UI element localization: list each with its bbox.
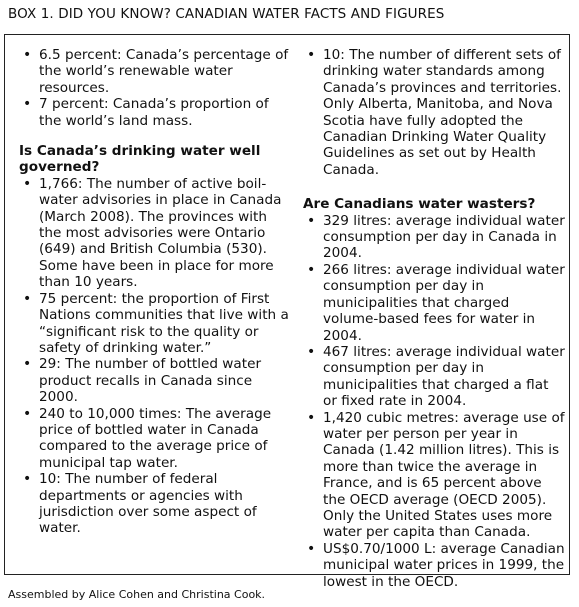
list-item: • 266 litres: average individual water consumption per day in municipalities that charged volume-based fees for water in 2004. xyxy=(303,262,565,344)
list-item: • 329 litres: average individual water consumption per day in Canada in 2004. xyxy=(303,213,565,262)
section-heading-governance: Is Canada’s drinking water well governed? xyxy=(19,143,261,176)
list-item: • 7 percent: Canada’s proportion of the world’s land mass. xyxy=(19,96,291,129)
section-heading-water-wasters: Are Canadians water wasters? xyxy=(303,196,536,213)
left-intro-list xyxy=(19,47,291,129)
box-title: BOX 1. DID YOU KNOW? CANADIAN WATER FACTS AND FIGURES xyxy=(8,6,445,22)
right-intro-list xyxy=(303,47,565,178)
facts-box xyxy=(4,34,570,590)
list-item: • 75 percent: the proportion of First Nations communities that live with a “significant risk to the quality or safety of drinking water.” xyxy=(19,291,291,357)
list-item: • 1,766: The number of active boil-water advisories in place in Canada (March 2008). The provinces with the most advisories were Ontario (649) and British Columbia (530). Some have been in place for more than 10 years. xyxy=(19,176,291,291)
left-column xyxy=(19,47,291,537)
right-column xyxy=(303,47,565,590)
list-item: • 29: The number of bottled water product recalls in Canada since 2000. xyxy=(19,356,291,405)
list-item: • 10: The number of different sets of drinking water standards among Canada’s provinces and territories. Only Alberta, Manitoba, and Nova Scotia have fully adopted the Canadian Drinking Water Quality Guidelines as set out by Health Canada. xyxy=(303,47,565,178)
water-wasters-list xyxy=(303,213,565,590)
list-item: • 10: The number of federal departments or agencies with jurisdiction over some aspect of water. xyxy=(19,471,291,537)
attribution-footer: Assembled by Alice Cohen and Christina Cook. xyxy=(8,588,266,601)
list-item: • 1,420 cubic metres: average use of water per person per year in Canada (1.42 million litres). This is more than twice the average in France, and is 65 percent above the OECD average (OECD 2005). Only the United States uses more water per capita than Canada. xyxy=(303,410,565,541)
list-item: • US$0.70/1000 L: average Canadian municipal water prices in 1999, the lowest in the OECD. xyxy=(303,541,565,590)
list-item: • 467 litres: average individual water consumption per day in municipalities that charged a flat or fixed rate in 2004. xyxy=(303,344,565,410)
list-item: • 6.5 percent: Canada’s percentage of the world’s renewable water resources. xyxy=(19,47,291,96)
governance-list xyxy=(19,176,291,537)
list-item: • 240 to 10,000 times: The average price of bottled water in Canada compared to the average price of municipal tap water. xyxy=(19,406,291,472)
